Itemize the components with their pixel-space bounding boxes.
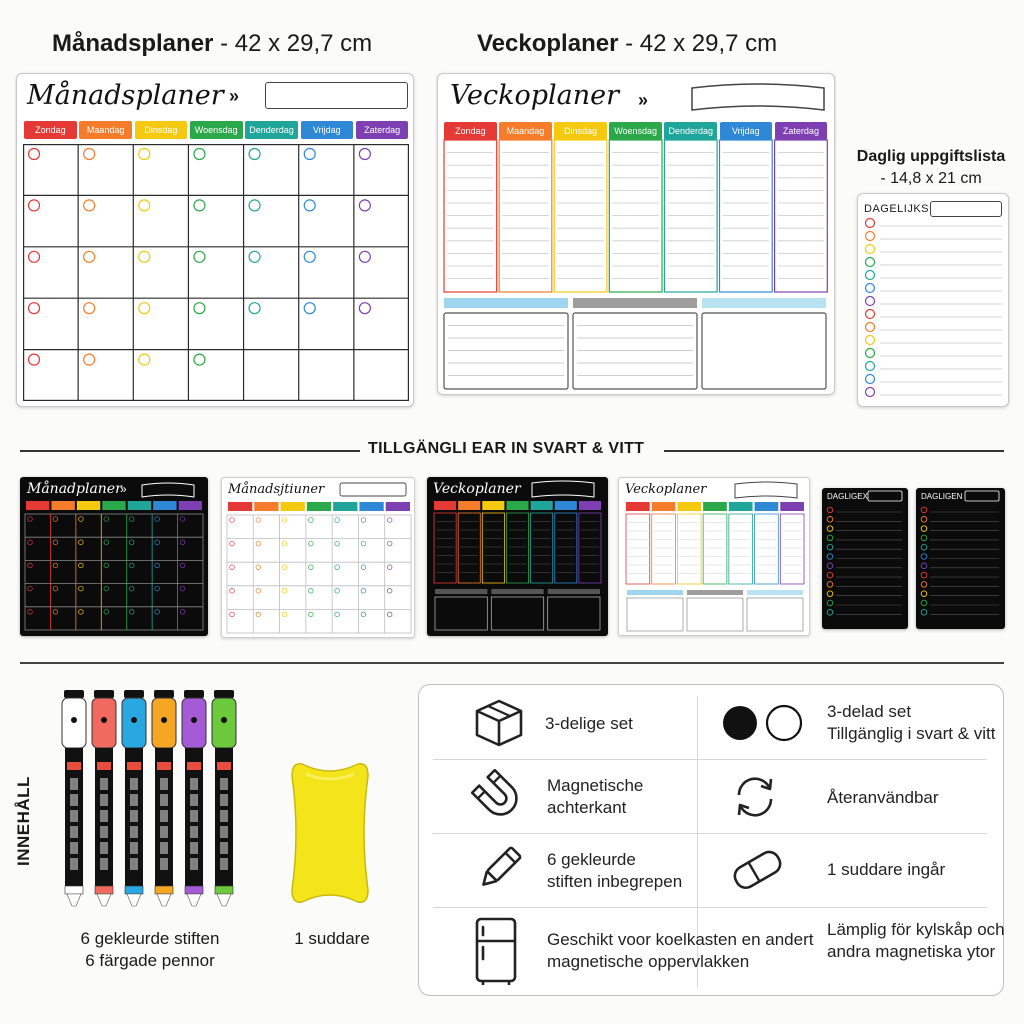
daily-heading-name: Daglig uppgiftslista [856,148,1006,165]
mini-task-checkbox [827,591,833,597]
black-daily-thumbnail-2 [916,488,1005,629]
mini-notes-box [627,598,683,631]
feature-text: 6 gekleurde stiften inbegrepen [547,850,683,891]
date-circle [139,251,150,262]
date-circle [304,251,315,262]
day-header: Maandag [79,121,132,139]
white-monthly-title: Månadsjtiuner [228,482,325,497]
features-row-divider [433,759,987,760]
mini-day-header [26,501,49,510]
contents-label: INNEHÅLL [14,776,33,866]
mini-day-header [677,502,701,511]
marker-pen [182,690,206,906]
task-checkbox[interactable] [866,245,875,254]
date-circle [194,303,205,314]
task-checkbox[interactable] [866,284,875,293]
notes-box[interactable] [444,313,568,389]
mini-day-header [153,501,176,510]
date-circle [139,149,150,160]
date-circle [84,251,95,262]
task-checkbox[interactable] [866,232,875,241]
task-checkbox[interactable] [866,375,875,384]
date-circle [29,149,40,160]
date-circle [84,354,95,365]
day-header: Woensdag [190,121,243,139]
mini-day-header [729,502,753,511]
pen-icon [473,843,525,895]
mini-day-header [458,501,480,510]
date-circle [359,149,370,160]
eraser-icon [727,845,787,893]
task-checkbox[interactable] [866,297,875,306]
mini-day-header [386,502,410,511]
day-header: Zaterdag [775,122,828,140]
task-checkbox[interactable] [866,388,875,397]
white-monthly-grid [222,478,416,639]
mini-name-banner [735,482,797,498]
weekly-heading-name: Veckoplaner [477,30,619,57]
mini-task-checkbox [921,535,927,541]
recycle-arrows-icon [731,773,779,821]
black-weekly-grid [427,477,608,636]
mini-day-header [531,501,553,510]
black-daily-title-1: DAGLIGEX [827,492,868,501]
feature-text: 1 suddare ingår [827,860,946,879]
mini-day-header [179,501,202,510]
mini-task-checkbox [827,572,833,578]
marker-pen [62,690,86,906]
mini-task-checkbox [827,554,833,560]
date-circle [194,149,205,160]
mini-day-header [755,502,779,511]
features-row-divider [433,833,987,834]
notes-header-bar [573,298,697,308]
date-circle [194,251,205,262]
day-header: Denderdag [245,121,298,139]
date-circle [29,303,40,314]
feature-text: 3-delige set [545,714,633,733]
daily-checklist [858,218,1008,404]
mini-task-checkbox [921,591,927,597]
mini-task-checkbox [827,507,833,513]
weekly-board-title: Veckoplaner [450,80,620,111]
feature-text: Geschikt voor koelkasten en andert magnetische oppervlakken [547,930,814,971]
date-circle [84,149,95,160]
mini-task-checkbox [921,610,927,616]
black-monthly-title: Månadplaner [27,481,122,497]
marker-pen [92,690,116,906]
date-circle [359,251,370,262]
mini-day-header [333,502,357,511]
day-header: Denderdag [664,122,717,140]
weekly-heading-size: - 42 x 29,7 cm [625,30,778,57]
task-checkbox[interactable] [866,336,875,345]
weekly-columns-and-notes [443,124,831,390]
divider-left [20,450,360,452]
black-daily-list-2 [916,488,1005,629]
notes-box[interactable] [702,313,826,389]
date-circle [359,303,370,314]
date-circle [304,149,315,160]
mini-day-header [434,501,456,510]
feature-text: 3-delad set Tillgänglig i svart & vitt [827,702,996,743]
mini-day-header [102,501,125,510]
pens-caption: 6 gekleurde stiften 6 färgade pennor [80,929,220,970]
task-checkbox[interactable] [866,323,875,332]
features-row-divider [433,907,987,908]
day-header: Woensdag [609,122,662,140]
task-checkbox[interactable] [866,349,875,358]
monthly-heading-name: Månadsplaner [52,30,214,57]
mini-notes-box [548,597,600,630]
mini-task-checkbox [827,610,833,616]
marker-pen [122,690,146,906]
mini-task-checkbox [827,535,833,541]
mini-day-header [652,502,676,511]
daily-name-field[interactable] [930,201,1002,217]
month-name-field[interactable] [265,82,408,109]
mini-day-header [281,502,305,511]
mini-day-header [228,502,252,511]
mini-day-header [703,502,727,511]
date-circle [139,354,150,365]
day-header: Dinsdag [554,122,607,140]
mini-task-checkbox [827,517,833,523]
day-header: Vrijdag [720,122,773,140]
mini-day-header [626,502,650,511]
date-circle [194,354,205,365]
date-circle [304,200,315,211]
date-circle [249,149,260,160]
divider-contents [20,662,1004,664]
mini-name-banner [532,481,594,497]
fridge-icon [473,917,519,987]
divider-right [664,450,1004,452]
mini-day-header [254,502,278,511]
features-panel [418,684,1004,996]
eraser-caption: 1 suddare [294,929,370,948]
black-daily-list-1 [822,488,908,629]
mini-task-checkbox [921,554,927,560]
double-arrow-icon: » [229,86,240,106]
date-circle [249,303,260,314]
mini-task-checkbox [827,563,833,569]
black-weekly-thumbnail [427,477,608,636]
task-checkbox[interactable] [866,271,875,280]
mini-day-header [579,501,601,510]
date-circle [304,303,315,314]
monthly-calendar-grid [23,144,409,401]
daily-task-list-board [857,193,1009,407]
mini-name-field [340,483,406,496]
day-header: Maandag [499,122,552,140]
notes-header-bar [444,298,568,308]
daily-board-title: DAGELIJKS [864,203,930,215]
weekly-planner-board [437,73,835,395]
mini-task-checkbox [921,563,927,569]
date-circle [84,200,95,211]
day-header: Zondag [24,121,77,139]
notes-header-bar [702,298,826,308]
mini-notes-box [491,597,543,630]
mini-name-banner [142,483,194,497]
mini-task-checkbox [827,582,833,588]
marker-pen [212,690,236,906]
mini-task-checkbox [921,600,927,606]
mini-task-checkbox [827,526,833,532]
black-monthly-grid [20,477,208,636]
mini-day-header [359,502,383,511]
monthly-board-title: Månadsplaner [27,80,224,111]
mini-task-checkbox [921,572,927,578]
monthly-heading-size: - 42 x 29,7 cm [220,30,373,57]
date-circle [29,251,40,262]
daily-list-heading [846,148,1016,188]
mini-day-header [307,502,331,511]
daily-heading-size: - 14,8 x 21 cm [880,170,982,187]
white-weekly-grid [619,478,811,637]
mini-day-header [506,501,528,510]
day-header: Dinsdag [135,121,188,139]
black-monthly-thumbnail [20,477,208,636]
black-daily-thumbnail-1 [822,488,908,629]
mini-notes-box [747,598,803,631]
mini-day-header [51,501,74,510]
mini-task-checkbox [921,517,927,523]
date-circle [29,200,40,211]
mini-task-checkbox [921,544,927,550]
monthly-planner-board [16,73,414,407]
black-daily-title-2: DAGLIGEN [921,492,963,501]
monthly-planner-heading [52,30,372,58]
marker-pens-set [58,690,248,912]
double-arrow-icon: » [120,482,127,496]
white-weekly-title: Veckoplaner [625,482,707,497]
mini-day-header [128,501,151,510]
black-white-circles-icon [721,703,805,743]
date-circle [139,303,150,314]
date-circle [29,354,40,365]
task-checkbox[interactable] [866,258,875,267]
magnet-icon [471,769,527,825]
mini-day-header [77,501,100,510]
date-circle [359,200,370,211]
task-checkbox[interactable] [866,362,875,371]
marker-pen [152,690,176,906]
week-name-banner[interactable] [688,82,828,116]
day-header: Zaterdag [356,121,409,139]
mini-task-checkbox [921,582,927,588]
mini-task-checkbox [921,507,927,513]
yellow-eraser [288,758,372,908]
feature-text: Lämplig för kylskåp och andra magnetiska ytor [827,920,1005,961]
mini-task-checkbox [827,600,833,606]
mini-notes-box [687,598,743,631]
mini-notes-box [435,597,487,630]
date-circle [249,200,260,211]
date-circle [249,251,260,262]
double-arrow-icon: » [638,90,649,110]
mini-task-checkbox [921,526,927,532]
task-checkbox[interactable] [866,310,875,319]
notes-box[interactable] [573,313,697,389]
day-header: Zondag [444,122,497,140]
mini-day-header [555,501,577,510]
box-icon [473,697,525,749]
date-circle [194,200,205,211]
availability-label: TILLGÄNGLI EAR IN SVART & VITT [368,440,645,457]
mini-day-header [780,502,804,511]
white-monthly-thumbnail [221,477,415,638]
feature-text: Magnetische achterkant [547,776,644,817]
white-weekly-thumbnail [618,477,810,636]
weekly-planner-heading [477,30,777,58]
mini-task-checkbox [827,544,833,550]
day-header: Vrijdag [301,121,354,139]
date-circle [139,200,150,211]
black-weekly-title: Veckoplaner [433,481,521,497]
mini-day-header [482,501,504,510]
feature-text: Återanvändbar [827,788,939,807]
date-circle [84,303,95,314]
task-checkbox[interactable] [866,219,875,228]
